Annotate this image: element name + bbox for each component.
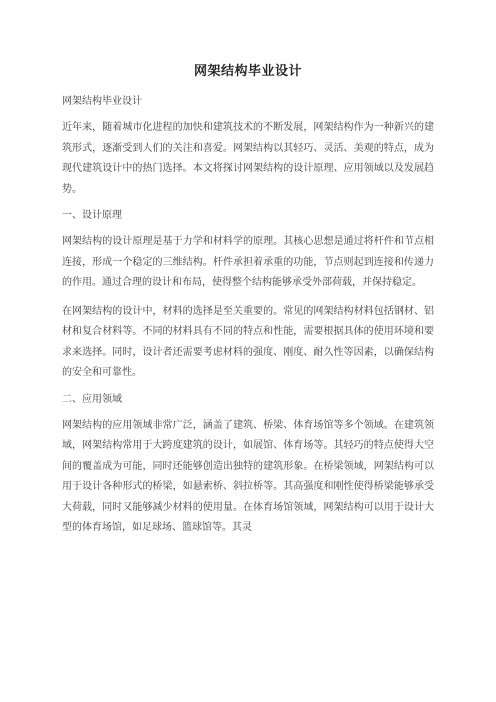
intro-paragraph: 近年来，随着城市化进程的加快和建筑技术的不断发展，网架结构作为一种新兴的建筑形式，逐渐受到人们的关注和喜爱。网架结构以其轻巧、灵活、美观的特点，成为现代建筑设计中的热门选择。本文将探讨网架结构的设计原理、应用领域以及发展趋势。 <box>62 122 434 195</box>
application-paragraph-1: 网架结构的应用领域非常广泛，涵盖了建筑、桥梁、体育场馆等多个领域。在建筑领域，网架结构常用于大跨度建筑的设计，如展馆、体育场等。其轻巧的特点使得大空间的覆盖成为可能，同时还能够创造出独特的建筑形象。在桥梁领域，网架结构可以用于设计各种形式的桥梁，如悬索桥、斜拉桥等。其高强度和刚性使得桥梁能够承受大荷载，同时又能够减少材料的使用量。在体育场馆领域，网架结构可以用于设计大型的体育场馆，如足球场、篮球馆等。其灵 <box>62 419 434 533</box>
section-heading-design-principle: 一、设计原理 <box>62 210 122 221</box>
document-subtitle: 网架结构毕业设计 <box>62 96 142 107</box>
design-principle-paragraph-1: 网架结构的设计原理是基于力学和材料学的原理。其核心思想是通过将杆件和节点相连接，形成一个稳定的三维结构。杆件承担着承重的功能，节点则起到连接和传递力的作用。通过合理的设计和布局，使得整个结构能够承受外部荷载，并保持稳定。 <box>62 236 434 288</box>
design-principle-paragraph-2: 在网架结构的设计中，材料的选择是至关重要的。常见的网架结构材料包括钢材、铝材和复合材料等。不同的材料具有不同的特点和性能，需要根据具体的使用环境和要求来选择。同时，设计者还需要考虑材料的强度、刚度、耐久性等因素，以确保结构的安全和可靠性。 <box>62 305 434 378</box>
document-title: 网架结构毕业设计 <box>193 64 302 79</box>
section-heading-application: 二、应用领域 <box>62 393 122 405</box>
